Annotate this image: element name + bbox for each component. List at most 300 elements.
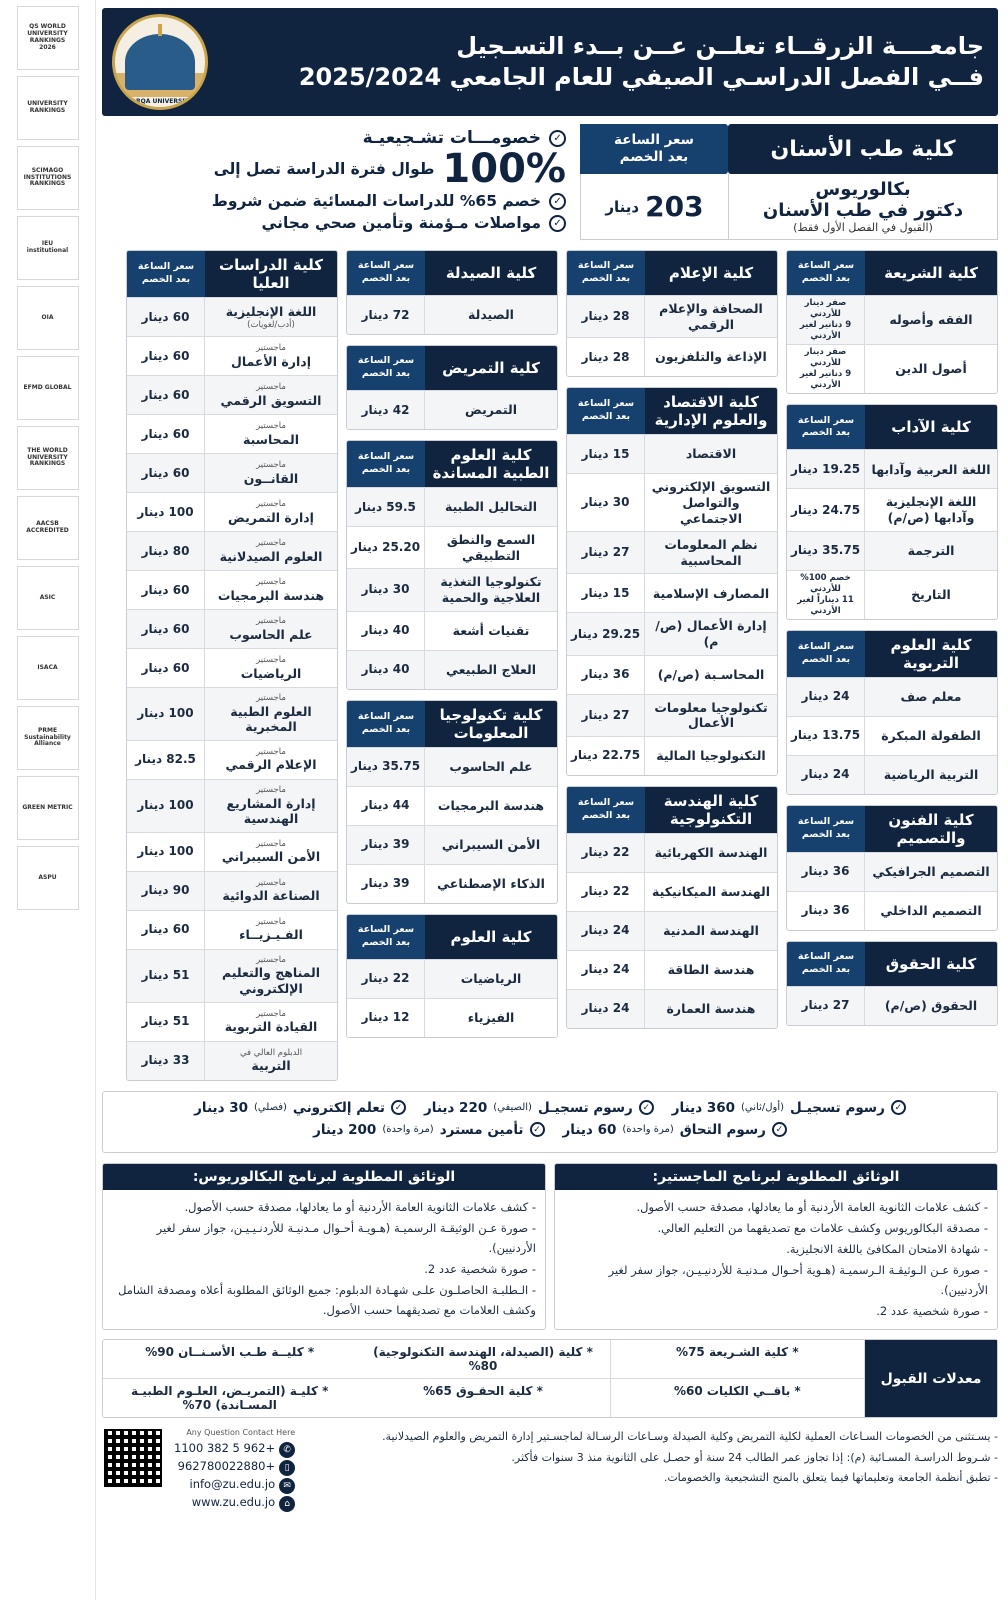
program-degree: ماجستير: [256, 342, 286, 353]
program-name: الهندسة المدنية: [645, 912, 777, 950]
documents-bachelor-title: الوثائق المطلوبة لبرنامج البكالوريوس:: [103, 1164, 545, 1190]
program-name: تكنولوجيا التغذية العلاجية والحمية: [425, 569, 557, 610]
program-price: 36 دينار: [787, 892, 865, 930]
program-name: التحاليل الطبية: [425, 488, 557, 526]
program-price: 24 دينار: [787, 678, 865, 716]
program-price: 60 دينار: [127, 454, 205, 492]
faculty-name: كلية الاقتصاد والعلوم الإدارية: [645, 388, 777, 434]
table-row: [127, 779, 337, 832]
contact-phone-1[interactable]: +962 5 382 1100: [174, 1440, 276, 1455]
rail-logo: ASPU: [17, 846, 79, 910]
doc-item: - شهادة الامتحان المكافئ باللغة الانجليزية.: [786, 1241, 988, 1256]
table-row: [127, 414, 337, 453]
program-name: [205, 780, 337, 832]
table-row: [347, 864, 557, 903]
program-price: 36 دينار: [787, 853, 865, 891]
rail-logo: PRME Sustainability Alliance: [17, 706, 79, 770]
check-icon: ✓: [891, 1100, 906, 1115]
table-row: [127, 336, 337, 375]
rate-cell: * كلية الشـريعة 75%: [611, 1340, 865, 1379]
program-name: الذكاء الإصطناعي: [437, 875, 545, 891]
program-name: [205, 493, 337, 531]
faculty-card-arts: [786, 404, 998, 619]
poster-content: [96, 0, 1008, 1600]
program-name: الترجمة: [865, 532, 997, 570]
rail-logo: IEU institutional: [17, 216, 79, 280]
program-name: الصيدلة: [425, 296, 557, 334]
program-price: 22 دينار: [567, 873, 645, 911]
program-price: 28 دينار: [567, 296, 645, 337]
price-header: سعر الساعة بعد الخصم: [787, 806, 865, 852]
program-price: 22 دينار: [567, 834, 645, 872]
rate-cell: * كلية الحقـوق 65%: [356, 1379, 610, 1417]
doc-item: - مصدقة البكالوريوس وكشف علامات مع تصديقهما من التعليم العالي.: [657, 1220, 988, 1235]
program-price: 13.75 دينار: [787, 717, 865, 755]
program-name: الأمن السيبراني: [425, 826, 557, 864]
table-row: [567, 295, 777, 337]
table-row: [567, 872, 777, 911]
program-price: 100 دينار: [127, 833, 205, 871]
rail-logo: UNIVERSITY RANKINGS: [17, 76, 79, 140]
table-row: [787, 891, 997, 930]
program-name: الطفولة المبكرة: [881, 728, 981, 743]
dentistry-faculty-name: كلية طب الأسنان: [728, 124, 998, 174]
program-name: [205, 950, 337, 1002]
table-row: [567, 950, 777, 989]
table-row: [567, 911, 777, 950]
program-title: المحاسبة: [242, 431, 300, 447]
mobile-icon: ▯: [279, 1460, 295, 1476]
program-degree: ماجستير: [256, 838, 286, 849]
table-row: [787, 449, 997, 488]
program-price: 60 دينار: [127, 571, 205, 609]
program-name: الفقه وأصوله: [865, 296, 997, 344]
program-degree: ماجستير: [256, 615, 286, 626]
program-name: [205, 571, 337, 609]
fee-paren: (أول/ثاني): [741, 1102, 785, 1114]
program-degree: ماجستير: [256, 1008, 286, 1019]
documents-master: [554, 1163, 998, 1331]
faculty-name: كلية العلوم الطبية المساندة: [425, 441, 557, 487]
program-name: اللغة الإنجليزية وآدابها (ص/م): [885, 494, 977, 525]
program-name: هندسة العمارة: [645, 990, 777, 1028]
poster-header: [102, 8, 998, 116]
program-price: 27 دينار: [787, 987, 865, 1025]
program-price: 30 دينار: [347, 569, 425, 610]
program-name: علم الحاسوب: [425, 748, 557, 786]
table-row: [347, 747, 557, 786]
faculty-name: كلية الحقوق: [865, 942, 997, 986]
price-header: سعر الساعة بعد الخصم: [347, 441, 425, 487]
poster-footer: [102, 1427, 998, 1511]
program-name: الهندسة الكهربائية: [645, 834, 777, 872]
fees-bar: [102, 1091, 998, 1153]
program-degree: ماجستير: [256, 954, 286, 965]
program-price: 28 دينار: [567, 338, 645, 376]
faculty-name: كلية الفنون والتصميم: [865, 806, 997, 852]
fee-paren: (مرة واحدة): [622, 1124, 674, 1136]
program-name: [205, 376, 337, 414]
contact-website[interactable]: www.zu.edu.jo: [191, 1494, 276, 1509]
fee-item: [313, 1122, 544, 1138]
table-row: [787, 755, 997, 794]
rail-logo: ISACA: [17, 636, 79, 700]
table-row: [127, 740, 337, 779]
rail-logo: SCIMAGO INSTITUTIONS RANKINGS: [17, 146, 79, 210]
program-price: 25.20 دينار: [347, 527, 425, 568]
fee-value: 220 دينار: [423, 1099, 488, 1116]
program-price: صفر دينار للأردني 9 دنانير لغير الأردني: [787, 345, 865, 393]
table-row: [787, 716, 997, 755]
program-name: [205, 298, 337, 336]
program-title: القيادة التربوية: [224, 1019, 318, 1035]
rate-cell: * كليـة (التمريـض، العلـوم الطبيـة المسـاندة) 70%: [130, 1384, 329, 1413]
program-name: [205, 454, 337, 492]
program-price: 100 دينار: [127, 688, 205, 740]
check-icon: ✓: [772, 1122, 787, 1137]
faculty-name: كلية الآداب: [865, 405, 997, 449]
program-price: 90 دينار: [127, 872, 205, 910]
globe-icon: ⌂: [279, 1496, 295, 1512]
dentistry-price-currency: دينار: [605, 197, 640, 216]
rate-cell: * كلية (الصيدلة، الهندسة التكنولوجية) 80%: [356, 1340, 610, 1379]
program-price: 60 دينار: [127, 376, 205, 414]
faculty-name: كلية التمريض: [425, 346, 557, 390]
table-row: [567, 434, 777, 473]
doc-item: - صورة عـن الـوثيقـة الـرسميـة (هـوية أحـوال مـدنيـة للأردنيـيـن، جواز سفر لغير الأردنيين).: [608, 1263, 988, 1298]
faculty-card-engineering: [566, 786, 778, 1029]
faculty-card-education: [786, 630, 998, 795]
program-name: العلاج الطبيعي: [425, 651, 557, 689]
program-title: العلوم الطبية المخبرية: [230, 703, 312, 735]
program-price: 60 دينار: [127, 298, 205, 336]
check-icon: ✓: [391, 1100, 406, 1115]
qr-code[interactable]: [102, 1427, 164, 1489]
program-price: 22 دينار: [347, 960, 425, 998]
program-title: الأمن السيبراني: [221, 849, 321, 865]
dentistry-price-value: 203: [645, 190, 704, 223]
faculty-card-sharia: [786, 250, 998, 394]
doc-item: - صورة عـن الوثيقـة الرسميـة (هـويـة أحـوال مـدنيـة للأردنـيـيـن، جواز سفر لغير الأردنيين).: [156, 1220, 536, 1255]
table-row: [127, 910, 337, 949]
table-row: [347, 568, 557, 610]
program-name: الحقوق (ص/م): [865, 987, 997, 1025]
table-row: [787, 677, 997, 716]
program-name: التاريخ: [911, 586, 951, 602]
table-row: [567, 573, 777, 612]
faculty-name: كلية الصيدلة: [425, 251, 557, 295]
fee-label: رسوم التحاق: [679, 1121, 766, 1138]
program-title: الصناعة الدوائية: [222, 888, 320, 904]
program-price: 40 دينار: [347, 651, 425, 689]
program-name: اللغة العربية وآدابها: [865, 450, 997, 488]
program-name: السمع والنطق التطبيقي: [446, 532, 536, 563]
program-price: 30 دينار: [567, 474, 645, 531]
program-title: العلوم الصيدلانية: [219, 548, 323, 564]
program-name: [205, 1042, 337, 1080]
footer-notes: [305, 1427, 998, 1488]
program-price: 29.25 دينار: [567, 613, 645, 654]
program-degree: ماجستير: [256, 576, 286, 587]
price-header: سعر الساعة بعد الخصم: [347, 346, 425, 390]
program-title: التربية: [251, 1058, 291, 1074]
program-degree: ماجستير: [256, 459, 286, 470]
admission-rates-label: معدلات القبول: [865, 1340, 997, 1417]
promo-line-2: طوال فترة الدراسة تصل إلى: [213, 160, 435, 178]
table-row: [567, 612, 777, 654]
price-header: سعر الساعة بعد الخصم: [567, 388, 645, 434]
faculty-column-1: [786, 250, 998, 1026]
program-name: هندسة الطاقة: [667, 962, 755, 978]
program-name: [205, 415, 337, 453]
program-title: إدارة الأعمال: [231, 353, 311, 369]
contact-email[interactable]: info@zu.edu.jo: [189, 1476, 276, 1491]
check-icon: ✓: [549, 130, 566, 147]
program-degree: ماجستير: [256, 693, 286, 703]
promo-line-3: خصم 65% للدراسات المسائية ضمن شروط: [211, 192, 541, 210]
program-name: التمريض: [425, 391, 557, 429]
faculty-name: كلية العلوم: [425, 915, 557, 959]
program-name: [205, 911, 337, 949]
program-price: 27 دينار: [567, 695, 645, 736]
fee-value: 60 دينار: [562, 1121, 617, 1138]
program-price: 24 دينار: [567, 951, 645, 989]
documents-bachelor: [102, 1163, 546, 1331]
program-price: 60 دينار: [127, 649, 205, 687]
program-degree: ماجستير: [256, 420, 286, 431]
dentistry-degree-note: (القبول في الفصل الأول فقط): [793, 221, 933, 234]
price-header: سعر الساعة بعد الخصم: [787, 251, 865, 295]
contact-phone-2[interactable]: +962780022880: [177, 1458, 276, 1473]
price-header: سعر الساعة بعد الخصم: [127, 251, 205, 297]
fee-label: رسوم تسجيـل: [537, 1099, 633, 1116]
program-title: علم الحاسوب: [229, 626, 313, 642]
program-degree: (أدب/لغويات): [247, 319, 295, 330]
program-price: 60 دينار: [127, 911, 205, 949]
program-name: [205, 872, 337, 910]
program-title: الفـيـزيــاء: [239, 927, 303, 943]
table-row: [567, 531, 777, 573]
program-price: 24 دينار: [787, 756, 865, 794]
dentistry-degree: [729, 174, 997, 239]
table-row: [127, 453, 337, 492]
table-row: [347, 650, 557, 689]
table-row: [127, 832, 337, 871]
university-crest-icon: [112, 14, 208, 110]
table-row: [127, 375, 337, 414]
faculty-card-pharmacy: [346, 250, 558, 335]
fee-value: 30 دينار: [194, 1099, 249, 1116]
table-row: [127, 648, 337, 687]
program-degree: ماجستير: [256, 746, 286, 757]
fee-item: [424, 1100, 654, 1116]
program-price: 51 دينار: [127, 950, 205, 1002]
fee-paren: (الصيفي): [493, 1102, 532, 1114]
promo-strip: [102, 124, 998, 240]
table-row: [787, 570, 997, 619]
program-price: 36 دينار: [567, 656, 645, 694]
program-price: 100 دينار: [127, 780, 205, 832]
program-name: [205, 833, 337, 871]
price-header: سعر الساعة بعد الخصم: [787, 405, 865, 449]
crest-label: ZARQA UNIVERSITY: [127, 98, 193, 105]
program-title: هندسة البرمجيات: [217, 587, 325, 603]
program-price: 51 دينار: [127, 1003, 205, 1041]
documents-master-body: [555, 1190, 997, 1330]
program-price: 24.75 دينار: [787, 489, 865, 530]
fee-value: 360 دينار: [671, 1099, 736, 1116]
fees-line-1: [113, 1100, 987, 1116]
table-row: [787, 295, 997, 344]
faculty-card-design: [786, 805, 998, 931]
dentistry-price: [581, 174, 729, 239]
faculty-name: كلية تكنولوجيا المعلومات: [425, 701, 557, 747]
doc-item: - الـطلبـة الحاصلـون علـى شهـادة الدبلوم: جميع الوثائق المطلوبة أعلاه ومصدقة الشامل وكشف العلامات مع تصديقهما حسب الأصول.: [118, 1283, 536, 1318]
rail-logo: AACSB ACCREDITED: [17, 496, 79, 560]
fee-item: [672, 1100, 906, 1116]
program-price: 80 دينار: [127, 532, 205, 570]
rate-cell: * باقــي الكليات 60%: [611, 1379, 865, 1417]
footer-note: - شـروط الدراسـة المسـائية (م): إذا تجاوز عمر الطالب 24 سنة أو حصـل على الثانوية منذ 3 سنوات فأكثر.: [511, 1450, 998, 1464]
rate-cell: * كليــة طـب الأسـنــان 90%: [103, 1340, 356, 1379]
price-header: سعر الساعة بعد الخصم: [347, 915, 425, 959]
table-row: [127, 949, 337, 1002]
faculty-name: كلية الهندسة التكنولوجية: [645, 787, 777, 833]
doc-item: - كشف علامات الثانوية العامة الأردنية أو ما يعادلها، مصدقة حسب الأصول.: [636, 1199, 988, 1214]
table-row: [347, 825, 557, 864]
table-row: [347, 390, 557, 429]
program-name: التسويق الإلكتروني والتواصل الاجتماعي: [651, 479, 771, 526]
fee-label: تعلم إلكتروني: [292, 1099, 385, 1116]
program-name: [205, 532, 337, 570]
fees-line-2: [113, 1122, 987, 1138]
fee-paren: (فصلي): [254, 1102, 287, 1114]
faculty-card-nursing: [346, 345, 558, 430]
faculty-column-3: [346, 250, 558, 1038]
program-price: 60 دينار: [127, 337, 205, 375]
program-name: معلم صف: [865, 678, 997, 716]
table-row: [787, 852, 997, 891]
program-price: 15 دينار: [567, 574, 645, 612]
header-line-1: جامعــــة الزرقــاء تعلــن عــن بــدء التسـجيل: [456, 32, 984, 61]
program-name: التكنولوجيا المالية: [656, 748, 766, 764]
fee-paren: (مرة واحدة): [382, 1124, 434, 1136]
email-icon: ✉: [279, 1478, 295, 1494]
program-price: 33 دينار: [127, 1042, 205, 1080]
program-name: أصول الدين: [895, 361, 967, 377]
faculty-card-allied-medical: [346, 440, 558, 690]
program-degree: ماجستير: [256, 381, 286, 392]
program-degree: ماجستير: [256, 537, 286, 548]
program-price: 24 دينار: [567, 990, 645, 1028]
price-header: سعر الساعة بعد الخصم: [567, 787, 645, 833]
program-name: الإذاعة والتلفزيون: [655, 349, 767, 365]
faculty-name: كلية الدراسات العليا: [205, 251, 337, 297]
table-row: [127, 570, 337, 609]
program-degree: ماجستير: [256, 498, 286, 509]
faculty-name: كلية الإعلام: [645, 251, 777, 295]
program-name: التصميم الداخلي: [880, 903, 982, 918]
promo-line-4: مواصلات مـؤمنة وتأمين صحي مجاني: [261, 214, 541, 232]
program-price: 12 دينار: [347, 999, 425, 1037]
contact-block: [174, 1427, 295, 1511]
rail-logo: QS WORLD UNIVERSITY RANKINGS 2026: [17, 6, 79, 70]
program-title: القانــون: [243, 470, 299, 486]
program-name: التربية الرياضية: [865, 756, 997, 794]
documents-section: [102, 1163, 998, 1331]
program-price: 35.75 دينار: [787, 532, 865, 570]
table-row: [787, 488, 997, 530]
faculty-card-it: [346, 700, 558, 904]
check-icon: ✓: [549, 215, 566, 232]
program-price: 39 دينار: [347, 865, 425, 903]
fee-label: رسوم تسجيـل: [790, 1099, 885, 1116]
table-row: [127, 687, 337, 740]
program-name: هندسة البرمجيات: [437, 797, 545, 813]
table-row: [127, 609, 337, 648]
faculties-grid: [102, 250, 998, 1081]
price-header: سعر الساعة بعد الخصم: [567, 251, 645, 295]
faculty-card-media: [566, 250, 778, 377]
price-header: سعر الساعة بعد الخصم: [787, 942, 865, 986]
table-row: [347, 998, 557, 1037]
program-title: اللغة الإنجليزية: [225, 303, 317, 319]
program-name: [205, 649, 337, 687]
table-row: [787, 531, 997, 570]
program-price: 60 دينار: [127, 610, 205, 648]
fee-item: [194, 1100, 406, 1116]
program-price: 15 دينار: [567, 435, 645, 473]
check-icon: ✓: [530, 1122, 545, 1137]
accreditation-rail: [0, 0, 96, 1600]
doc-item: - كشف علامات الثانوية العامة الأردنية أو ما يعادلها، مصدقة حسب الأصول.: [184, 1199, 536, 1214]
program-title: الرياضيات: [240, 665, 302, 681]
table-row: [567, 989, 777, 1028]
table-row: [347, 526, 557, 568]
table-row: [347, 487, 557, 526]
check-icon: ✓: [639, 1100, 654, 1115]
program-degree: ماجستير: [256, 654, 286, 665]
dentistry-degree-l1: بكالوريوس: [815, 179, 911, 200]
program-name: المصارف الإسلامية: [652, 585, 770, 601]
faculty-name: كلية الشريعة: [865, 251, 997, 295]
program-degree: ماجستير: [256, 784, 286, 795]
program-name: [205, 337, 337, 375]
footer-note: - يسـتثنى من الخصومات السـاعات العملية لكلية التمريض وكلية الصيدلة وسـاعات الرسـالة لماجسـتير إدارة التمريض والعلوم الصيدلانية.: [382, 1430, 998, 1444]
price-header: سعر الساعة بعد الخصم: [787, 631, 865, 677]
program-name: [205, 610, 337, 648]
program-title: التسويق الرقمي: [220, 392, 322, 408]
promo-block: [102, 124, 572, 240]
promo-line-1: خصومـــات تشـجيعيـة: [362, 128, 541, 148]
program-price: خصم 100% للأردني 11 ديناراً لغير الأردني: [787, 571, 865, 619]
program-price: 72 دينار: [347, 296, 425, 334]
faculty-card-graduate-studies: [126, 250, 338, 1081]
program-price: 19.25 دينار: [787, 450, 865, 488]
fee-value: 200 دينار: [313, 1121, 377, 1138]
table-row: [127, 492, 337, 531]
program-name: [205, 1003, 337, 1041]
faculty-card-law: [786, 941, 998, 1026]
program-price: 27 دينار: [567, 532, 645, 573]
table-row: [127, 871, 337, 910]
program-name: المحاسـبة (ص/م): [657, 666, 765, 682]
program-name: الرياضيات: [425, 960, 557, 998]
dentistry-degree-l2: دكتور في طب الأسنان: [762, 200, 964, 221]
table-row: [127, 297, 337, 336]
table-row: [567, 694, 777, 736]
program-title: إدارة المشاريع الهندسية: [226, 795, 316, 827]
